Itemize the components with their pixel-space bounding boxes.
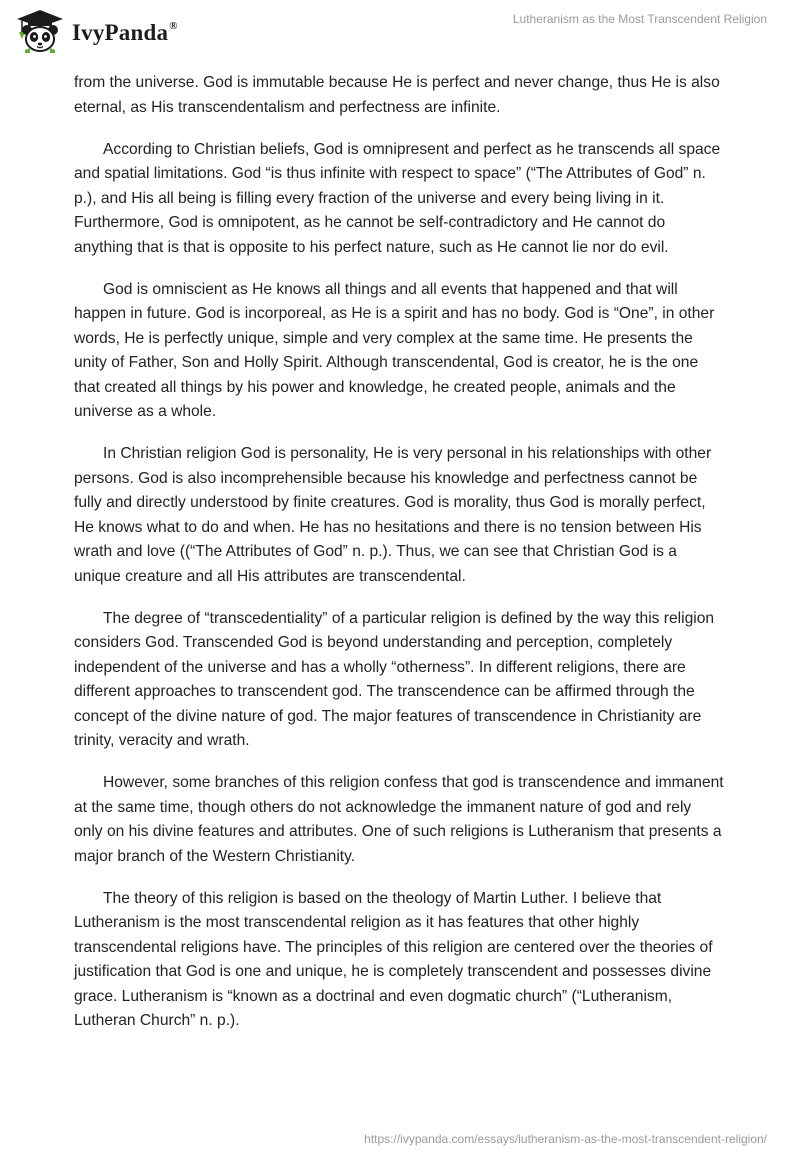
paragraph: The degree of “transcedentiality” of a particular religion is defined by the way this religion considers God. Transcended God is beyond understanding and perception, completely independent of the universe and has a wholly “otherness”. In different religions, there are different approaches to transcendent god. The transcendence can be affirmed through the concept of the divine nature of god. The major features of transcendence in Christianity are trinity, veracity and wrath. bbox=[74, 609, 715, 749]
registered-mark: ® bbox=[169, 20, 178, 33]
paragraph: In Christian religion God is personality, He is very personal in his relationships with other persons. God is also incomprehensible because his knowledge and perfectness cannot be fully and directly understood by finite creatures. God is morality, thus God is morally perfect, He knows what to do and when. He has no hesitations and there is no tension between His wrath and love ((“The Attributes of God” n. p.). Thus, we can see that Christian God is a unique creature and all His attributes are transcendental. bbox=[74, 445, 712, 585]
paragraph: However, some branches of this religion confess that god is transcendence and immanent at the same time, though others do not acknowledge the immanent nature of god and rely only on his divine features and attributes. One of such religions is Lutheranism that presents a major branch of the Western Christianity. bbox=[74, 774, 724, 865]
document-title: Lutheranism as the Most Transcendent Religion bbox=[512, 12, 767, 26]
panda-graduate-icon bbox=[14, 8, 66, 54]
paragraph: from the universe. God is immutable because He is perfect and never change, thus He is also eternal, as His transcendentalism and perfectness are infinite. bbox=[74, 74, 720, 116]
essay-body bbox=[74, 71, 724, 1051]
site-logo[interactable] bbox=[14, 8, 178, 54]
source-url[interactable]: https://ivypanda.com/essays/lutheranism-as-the-most-transcendent-religion/ bbox=[364, 1132, 767, 1146]
page-header bbox=[0, 0, 800, 64]
brand-name: IvyPanda® bbox=[72, 20, 178, 45]
paragraph: God is omniscient as He knows all things and all events that happened and that will happen in future. God is incorporeal, as He is a spirit and has no body. God is “One”, in other words, He is perfectly unique, simple and very complex at the same time. He presents the unity of Father, Son and Holly Spirit. Although transcendental, God is creator, he is the one that created all things by his power and knowledge, he created people, animals and the universe as a whole. bbox=[74, 280, 715, 420]
paragraph: The theory of this religion is based on the theology of Martin Luther. I believe that Lutheranism is the most transcendental religion as it has features that other highly transcendental religions have. The principles of this religion are centered over the theories of justification that God is one and unique, he is completely transcendent and possesses divine grace. Lutheranism is “known as a doctrinal and even dogmatic church” (“Lutheranism, Lutheran Church” n. p.). bbox=[74, 889, 713, 1029]
paragraph: According to Christian beliefs, God is omnipresent and perfect as he transcends all space and spatial limitations. God “is thus infinite with respect to space” (“The Attributes of God” n. p.), and His all being is filling every fraction of the universe and every being living in it. Furthermore, God is omnipotent, as he cannot be self-contradictory and He cannot do anything that is that is opposite to his perfect nature, such as He cannot lie nor do evil. bbox=[74, 140, 721, 256]
